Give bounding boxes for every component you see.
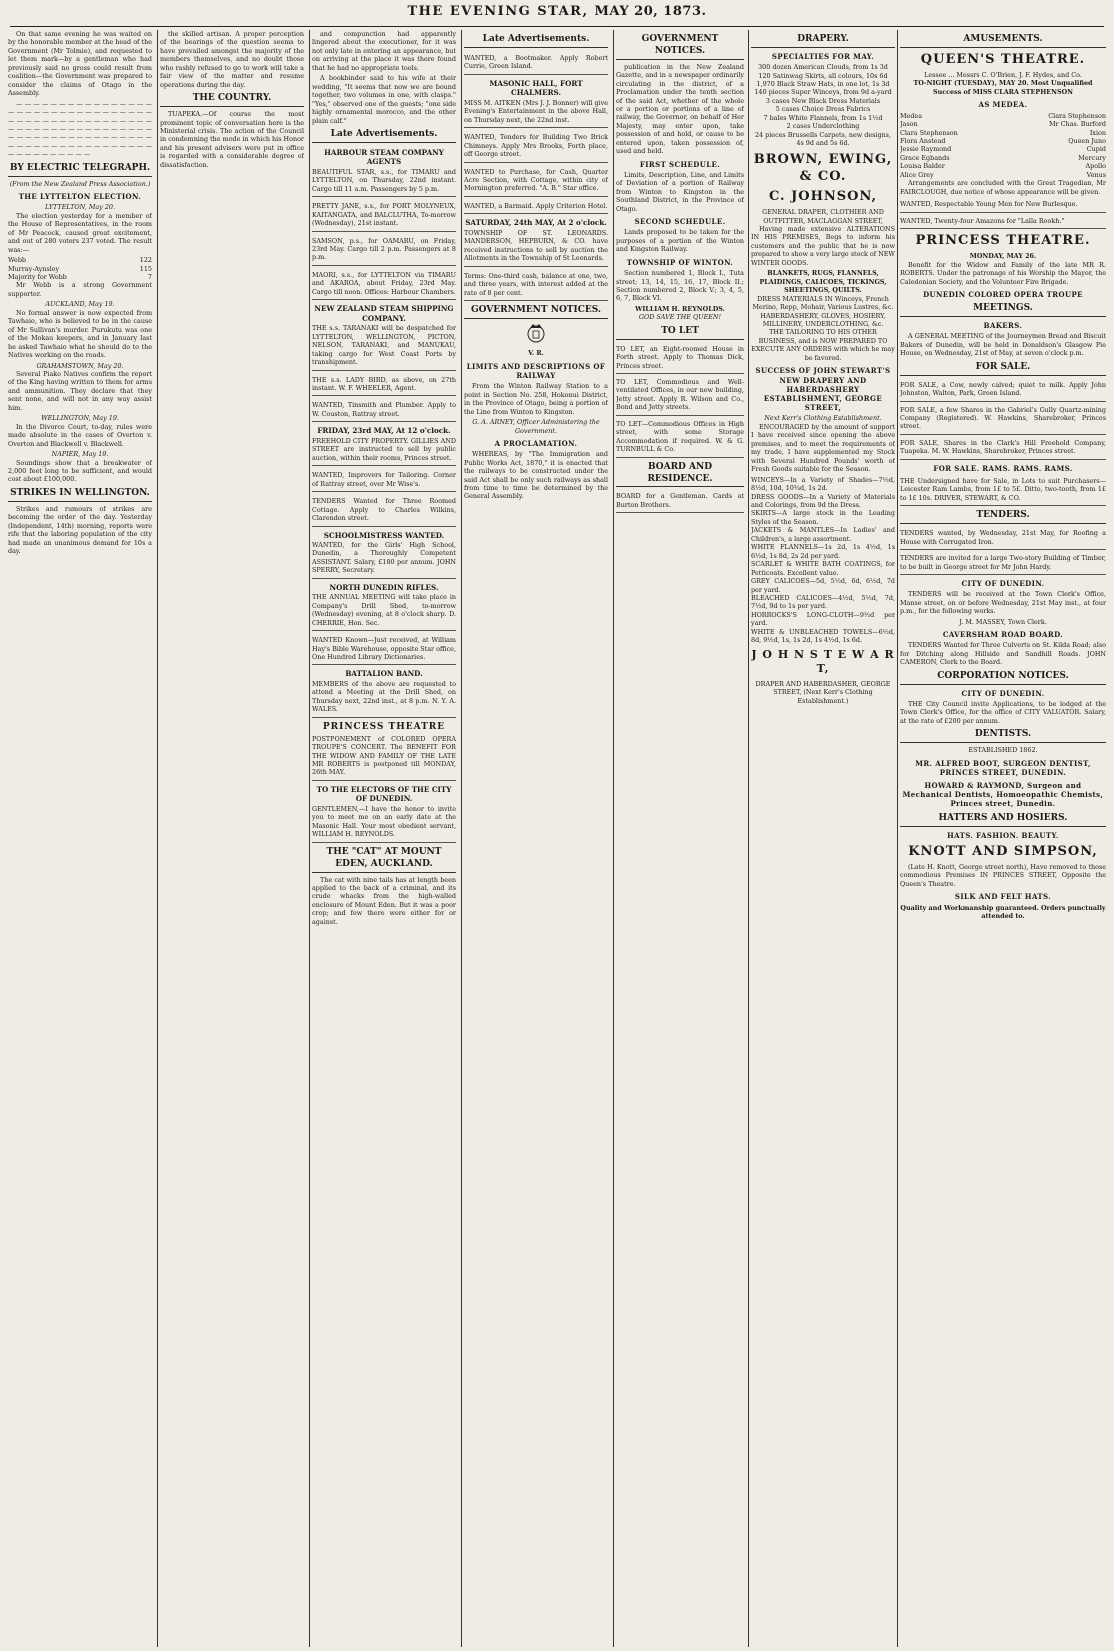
ad-text: WANTED, Improvers for Tailoring. Corner of Rattray street, over Mr Wise's. <box>312 471 456 488</box>
cast-role: Flora Anstead <box>900 136 946 145</box>
dateline: WELLINGTON, May 19. <box>41 414 119 423</box>
ad-text: MAORI, s.s., for LYTTELTON via TIMARU and AKAROA, about Friday, 23rd May. Cargo till noon. Offices: Harbour Chambers. <box>312 270 456 296</box>
cast-role: Grace Egbands <box>900 153 950 162</box>
specialty-item: 140 pieces Super Winceys, from 9d a-yard <box>754 88 892 97</box>
ad-text: WANTED Known—Just received, at William Hay's Bible Warehouse, opposite Star office, One Hundred Library Dictionaries. <box>312 636 456 662</box>
boot-ad: MR. ALFRED BOOT, SURGEON DENTIST, PRINCES STREET, DUNEDIN. <box>915 758 1091 777</box>
ad-text: TENDERS will be received at the Town Clerk's Office, Manse street, on or before Wednesday, 21st May inst., at four p.m., for the following works. <box>900 590 1106 616</box>
specialty-item: 300 dozen American Clouds, from 1s 3d <box>758 63 888 72</box>
majority-row <box>8 273 152 281</box>
ad-heading: BATTALION BAND. <box>345 669 423 679</box>
ad-text: WANTED, Tenders for Building Two Brick Chimneys. Apply Mrs Brooks, Forth place, off George street. <box>464 133 608 159</box>
ad-text: WANTED, Tinsmith and Plumber. Apply to W. Couston, Rattray street. <box>312 401 456 418</box>
notice-text: From the Winton Railway Station to a point in Section No. 258, Hokonui District, in the Province of Otago, being a portion of the Line from Winton to Kingston. <box>464 382 608 416</box>
candidate-name: Webb <box>8 256 27 265</box>
candidate-votes: 115 <box>139 264 152 273</box>
article-text: the skilled artisan. A proper perception of the bearings of the question seems to have prevailed amongst the majority of the members themselves, and no doubt those who rashly refused to go to work will take a fair view of the matter and resume operations during the day. <box>160 30 304 89</box>
ad-text: MISS M. AITKEN (Mrs J. J. Bonner) will give Evening's Entertainment in the above Hall, on Thursday next, the 22nd inst. <box>464 98 608 124</box>
price-item: SKIRTS—A large stock in the Leading Styles of the Season. <box>751 509 895 526</box>
price-item: DRESS GOODS—In a Variety of Materials and Colorings, from 9d the Dress. <box>751 492 895 509</box>
princess-date: MONDAY, MAY 26. <box>969 252 1037 261</box>
stewart-subtitle: DRAPER AND HABERDASHER, GEORGE STREET, (Next Kerr's Clothing Establishment.) <box>755 679 891 705</box>
howard-ad: HOWARD & RAYMOND, Surgeon and Mechanical Dentists, Homoeopathic Chemists, Princes street, Dunedin. <box>902 780 1104 809</box>
cast-row <box>900 154 1106 162</box>
article-text: In the Divorce Court, to-day, rules were made absolute in the cases of Overton v. Overton and Blackwell v. Blackwell. <box>8 422 152 448</box>
advertisement <box>464 130 608 162</box>
advertisement: FOR SALE, Shares in the Clark's Hill Freehold Company, Tuapeka. M. W. Hawkins, Sharebroker, Princes street. <box>900 437 1106 460</box>
column-2 <box>160 30 304 1647</box>
ad-text: BEAUTIFUL STAR, s.s., for TIMARU and LYTTELTON, on Thursday, 22nd instant. Cargo till 11 a.m. Passengers by 5 p.m. <box>312 167 456 193</box>
notice-text: Lands proposed to be taken for the purposes of a portion of the Winton and Kingston Railway. <box>616 228 744 254</box>
rams-heading: FOR SALE. RAMS. RAMS. RAMS. <box>933 463 1073 473</box>
meetings-heading: MEETINGS. <box>900 303 1106 317</box>
article-text: and compunction had apparently lingered about the executioner, for it was not only late in entering an appearance, but on arriving at the place it was there found that he had no appropriate tools. <box>312 30 456 72</box>
signature: G. A. ARNEY, Officer Administering the Government. <box>472 418 600 435</box>
specialty-item: 5 cases Choice Dress Fabrics <box>775 105 871 114</box>
ad-text: THE City Council invite Applications, to be lodged at the Town Clerk's Office, for the office of CITY VALUATOR. Salary, at the rate of £200 per annum. <box>900 699 1106 725</box>
filler-text: — — — — — — — — — — — — — — — — — — — — — — — — — — — — — — — — — — — — — — — — — — — — — — — — — — — — — — — — — — — — — — — — — — — — — — — — — — — — — — — — — — — — — — — — — — — — — — — — — — — — — — — — — — — — — — — <box>8 99 152 159</box>
advertisement <box>312 146 456 197</box>
ad-text: Terms: One-third cash, balance at one, two, and three years, with interest added at the rate of 8 per cent. <box>464 271 608 297</box>
notice-text: Section numbered 1, Block I., Tuta street; 13, 14, 15, 16, 17, Block II.; Section numbered 2, Block V.; 3, 4, 5, 6, 7, Block VI. <box>616 269 744 303</box>
medea-heading: AS MEDEA. <box>978 100 1028 110</box>
article-text: The election yesterday for a member of the House of Representatives, in the room of Mr Peacock, caused great excitement, and out of 280 voters 237 voted. The result was:— <box>8 211 152 254</box>
cat-heading: THE "CAT" AT MOUNT EDEN, AUCKLAND. <box>312 847 456 873</box>
price-item: WINCEYS—In a Variety of Shades—7½d, 8½d, 10d, 10¾d, 1s 2d. <box>751 475 895 493</box>
ad-text: WANTED, for the Girls' High School, Dunedin, a Thoroughly Competent ASSISTANT. Salary, £180 per annum. JOHN SPERRY, Secretary. <box>312 541 456 575</box>
cast-actor: Queen Juno <box>1068 136 1106 145</box>
cast-role: Medea <box>900 111 923 120</box>
signoff: WILLIAM H. REYNOLDS. <box>635 304 725 313</box>
advertisement: THE Undersigned have for Sale, in Lots to suit Purchasers— Leicester Ram Lambs, from 1£ to 5£. Ditto, two-tooth, from 1£ to 1£ 10s. DRIVER, STEWART, & CO. <box>900 475 1106 506</box>
ad-text: WANTED, a Barmaid. Apply Criterion Hotel. <box>464 201 608 210</box>
advertisement: TO LET—Commodious Offices in High street, with some Storage Accommodation if required. W. & G. TURNBULL & Co. <box>616 418 744 458</box>
strikes-heading: STRIKES IN WELLINGTON. <box>8 488 152 502</box>
corporation-heading: CORPORATION NOTICES. <box>900 671 1106 685</box>
advertisement <box>312 302 456 370</box>
column-rule <box>309 30 310 1647</box>
advertisement <box>312 373 456 397</box>
gov-notices-heading: GOVERNMENT NOTICES. <box>464 305 608 319</box>
to-let-heading: TO LET <box>616 326 744 340</box>
specialties-heading: SPECIALTIES FOR MAY. <box>771 51 875 61</box>
lyttelton-heading: THE LYTTELTON ELECTION. <box>18 192 142 202</box>
ad-heading: MASONIC HALL, FORT CHALMERS. <box>489 78 583 98</box>
ad-text: (Late H. Knott, George street north), Have removed to those commodious Premises IN PRINCES STREET, Opposite the Queen's Theatre. <box>900 862 1106 888</box>
specialty-item: 120 Satinwag Skirts, all colours, 10s 6d <box>758 71 888 80</box>
article-text: Mr Webb is a strong Government supporter. <box>8 281 152 298</box>
ad-heading: NORTH DUNEDIN RIFLES. <box>329 582 439 592</box>
price-item: BLEACHED CALICOES—4½d, 5½d, 7d, 7½d, 9d to 1s per yard. <box>751 593 895 611</box>
column-rule <box>461 30 462 1647</box>
column-4 <box>464 30 608 1647</box>
ad-text: Benefit for the Widow and Family of the late MR R. ROBERTS. Under the patronage of his Worship the Mayor, the Caledonian Society, and the Volunteer Fire Brigade. <box>900 260 1106 286</box>
advertisement <box>464 216 608 266</box>
ad-text: SAMSON, p.s., for OAMARU, on Friday, 23rd May. Cargo till 2 p.m. Passengers at 8 p.m. <box>312 236 456 262</box>
advertisement <box>312 720 456 781</box>
corp-city-heading: CITY OF DUNEDIN. <box>961 688 1045 698</box>
price-item: WHITE & UNBLEACHED TOWELS—6½d, 8d, 9½d, 1s, 1s 2d, 1s 4½d, 1s 6d. <box>751 627 895 645</box>
advertisement <box>312 268 456 300</box>
dentists-heading: DENTISTS. <box>900 729 1106 743</box>
advertisement <box>312 783 456 843</box>
ad-text: WANTED, a Bootmaker. Apply Robert Currie, Green Island. <box>464 53 608 71</box>
second-schedule-heading: SECOND SCHEDULE. <box>634 217 726 227</box>
advertisement <box>464 199 608 214</box>
column-rule <box>897 30 898 1647</box>
article-text: TUAPEKA.—Of course the most prominent topic of conversation here is the Ministerial crisis. The action of the Council in condemning the mode in which his Honor and his present advisers were put in office is regarded with a considerable degree of dissatisfaction. <box>160 110 304 169</box>
stewart-heading: SUCCESS OF JOHN STEWART'S NEW DRAPERY AND HABERDASHERY ESTABLISHMENT, GEORGE STREET, <box>755 366 891 413</box>
specialty-item: 3 cases New Black Dress Materials <box>765 96 881 105</box>
advertisement: WANTED, Twenty-four Amazons for "Lalla Rookh." <box>900 215 1106 229</box>
price-item: SCARLET & WHITE BATH COATINGS, for Petticoats. Excellent value. <box>751 560 895 577</box>
stewart-next: Next Kerr's Clothing Establishment. <box>764 414 882 423</box>
cast-actor: Clara Stephenson <box>1048 111 1106 120</box>
cast-actor: Mercury <box>1078 153 1106 162</box>
tonight-line: TO-NIGHT (TUESDAY), MAY 20. Most Unqualified Success of MISS CLARA STEPHENSON <box>913 79 1093 96</box>
column-5 <box>616 30 744 1647</box>
column-6 <box>751 30 895 1647</box>
telegraph-heading: BY ELECTRIC TELEGRAPH. <box>8 163 152 177</box>
queens-theatre-title: QUEEN'S THEATRE. <box>920 51 1086 67</box>
gov-notices-heading: GOVERNMENT NOTICES. <box>616 34 744 60</box>
telegraph-source: (From the New Zealand Press Association.) <box>9 179 151 188</box>
advertisement: TO LET, an Eight-roomed House in Forth street. Apply to Thomas Dick, Princes street. <box>616 343 744 374</box>
column-7 <box>900 30 1106 1647</box>
ad-heading: SCHOOLMISTRESS WANTED. <box>323 530 445 540</box>
price-item: HORROCKS'S LONG-CLOTH—9½d per yard. <box>751 610 895 628</box>
country-heading: THE COUNTRY. <box>160 93 304 107</box>
township-heading: TOWNSHIP OF WINTON. <box>626 257 734 267</box>
notice-text: publication in the New Zealand Gazette, and in a newspaper ordinarily circulating in the district, of a Proclamation under the tenth section of the said Act, whether of the whole or a portion or portions of a line of railway, the Governor, on behalf of Her Majesty, may enter upon, take possession of and hold, or cause to be entered upon, taken possession of, used and held. <box>616 62 744 156</box>
advertisement <box>464 269 608 301</box>
hatters-heading: HATTERS AND HOSIERS. <box>900 813 1106 827</box>
advertisement <box>312 234 456 266</box>
notice-text: WHEREAS, by "The Immigration and Public Works Act, 1870," it is enacted that the railways to be constructed under the said Act shall be only such railways as shall from time to time be determined by the General Assembly. <box>464 450 608 501</box>
price-item: WHITE FLANNELS—1s 2d, 1s 4½d, 1s 6½d, 1s 8d, 2s 2d per yard. <box>751 543 895 560</box>
troupe-heading: DUNEDIN COLORED OPERA TROUPE <box>923 290 1083 300</box>
knott-title: KNOTT AND SIMPSON, <box>908 843 1098 859</box>
ad-text: GENTLEMEN,—I have the honor to invite you to meet me on an early date at the Masonic Hall. Your most obedient servant, WILLIAM H. REYNOLDS. <box>312 804 456 839</box>
god-save: GOD SAVE THE QUEEN! <box>638 313 722 322</box>
ad-text: Having made extensive ALTERATIONS IN HIS PREMISES, Begs to inform his customers and the public that he is now prepared to show a very large stock of NEW WINTER GOODS. <box>751 225 895 267</box>
late-ads-heading: Late Advertisements. <box>464 34 608 48</box>
column-3 <box>312 30 456 1647</box>
board-heading: BOARD AND RESIDENCE. <box>616 462 744 488</box>
ad-heading: PRINCESS THEATRE <box>322 721 446 732</box>
johnson-title: C. JOHNSON, <box>768 188 878 204</box>
ad-text: MEMBERS of the above are requested to attend a Meeting at the Drill Shed, on Thursday next, 22nd inst., at 8 p.m. N. Y. A. WALES. <box>312 679 456 714</box>
dateline: GRAHAMSTOWN, May 20. <box>36 361 124 370</box>
hats-line: HATS. FASHION. BEAUTY. <box>947 830 1059 840</box>
ad-text: POSTPONEMENT of COLORED OPERA TROUPE'S CONCERT. The BENEFIT FOR THE WIDOW AND FAMILY OF THE LATE MR ROBERTS is postponed till MONDAY, 26th MAY. <box>312 734 456 777</box>
late-ads-heading: Late Advertisements. <box>312 129 456 143</box>
cast-role: Clara Stephenson <box>900 128 958 137</box>
advertisement: BOARD for a Gentleman. Cards at Burton Brothers. <box>616 490 744 513</box>
ad-heading: SATURDAY, 24th MAY, At 2 o'clock. <box>465 218 607 228</box>
masthead <box>10 4 1104 27</box>
cast-row <box>900 171 1106 179</box>
advertisement <box>312 424 456 466</box>
cast-row <box>900 145 1106 153</box>
majority-votes: 7 <box>147 272 152 281</box>
cast-row <box>900 137 1106 145</box>
ad-text: THE s.s. TARANAKI will be despatched for LYTTELTON, WELLINGTON, PICTON, NELSON, TARANAKI, and MANUKAU, taking cargo for West Coast Ports by transhipment. <box>312 324 456 367</box>
article-text: On that same evening he was waited on by the honorable member at the head of the Government (Mr Tolmie), and requested to let them mark—by a gentleman who had previously said no gross could result from coalition—the Government was prepared to consider the claims of Otago in the Assembly. <box>8 30 152 98</box>
cast-row <box>900 129 1106 137</box>
city-heading: CITY OF DUNEDIN. <box>961 579 1045 589</box>
dateline: AUCKLAND, May 19. <box>45 300 115 309</box>
cast-role: Jason <box>900 120 918 129</box>
brown-ewing-title: BROWN, EWING, & CO. <box>753 151 893 184</box>
cast-actor: Mr Chas. Burford <box>1048 120 1106 129</box>
article-text: No formal answer is now expected from Tawhaio, who is believed to be in the cause of Mr Sullivan's murder. Purukutu was one of the Mokau keepers, and in January last he asked Tawhaio what he should do to the Natives working on the roads. <box>8 308 152 360</box>
silk-hats: SILK AND FELT HATS. <box>954 892 1052 902</box>
price-item: JACKETS & MANTLES—In Ladies' and Children's, a large assortment. <box>751 526 895 543</box>
cast-row <box>900 112 1106 120</box>
goods-list: BLANKETS, RUGS, FLANNELS, PLAIDINGS, CALICOES, TICKINGS, SHEETINGS, QUILTS. <box>759 269 887 295</box>
caversham-heading: CAVERSHAM ROAD BOARD. <box>942 630 1064 640</box>
advertisement: TENDERS are invited for a large Two-story Building of Timber, to be built in George street for Mr John Hardy. <box>900 552 1106 575</box>
johnson-subtitle: GENERAL DRAPER, CLOTHIER AND OUTFITTER, MACLAGGAN STREET, <box>762 208 884 225</box>
advertisement <box>312 199 456 231</box>
princess-theatre-title: PRINCESS THEATRE. <box>915 233 1091 249</box>
for-sale-heading: FOR SALE. <box>900 362 1106 376</box>
royal-crest-icon <box>464 322 608 346</box>
advertisement: WANTED, Respectable Young Men for New Burlesque. <box>900 198 1106 212</box>
cast-role: Jessie Raymond <box>900 145 952 154</box>
masthead-title: THE EVENING STAR, <box>407 4 589 19</box>
vr-mark: V. R. <box>528 349 544 358</box>
ad-heading: NEW ZEALAND STEAM SHIPPING COMPANY. <box>314 304 454 323</box>
cast-actor: Cupid <box>1086 145 1106 154</box>
advertisement <box>464 51 608 75</box>
advertisement: FOR SALE, a Cow, newly calved; quiet to milk. Apply John Johnston, Walton, Park, Green Island. <box>900 379 1106 402</box>
queens-lessee: Lessee ... Messrs C. O'Brien, J. F. Hydes, and Co. <box>924 71 1082 80</box>
ad-text: WANTED to Purchase, for Cash, Quarter Acre Section, with Cottage, within city of Mornington preferred. "A. B." Star office. <box>464 167 608 193</box>
ad-heading: TO THE ELECTORS OF THE CITY OF DUNEDIN. <box>316 784 452 804</box>
result-row <box>8 265 152 273</box>
ad-heading: FRIDAY, 23rd MAY, At 12 o'clock. <box>317 426 451 436</box>
cast-actor: Venus <box>1086 170 1106 179</box>
bakers-heading: BAKERS. <box>983 321 1023 331</box>
signature: J. M. MASSEY, Town Clerk. <box>959 617 1047 626</box>
ad-text: TENDERS Wanted for Three Roomed Cottage. Apply to Charles Wilkins, Clarendon street. <box>312 497 456 523</box>
proclamation-heading: A PROCLAMATION. <box>494 438 578 448</box>
advertisement: TO LET, Commodious and Well-ventilated Offices, in our new building, Jetty street. Apply R. Wilson and Co., Bond and Jetty streets. <box>616 376 744 416</box>
cast-actor: Apollo <box>1085 162 1106 171</box>
article-text: Soundings show that a breakwater of 2,000 feet long to be sufficient, and would cost about £100,000. <box>8 458 152 484</box>
column-rule <box>613 30 614 1647</box>
result-row <box>8 256 152 264</box>
amusements-heading: AMUSEMENTS. <box>900 34 1106 48</box>
dress-materials: DRESS MATERIALS IN Winceys, French Merino, Repp, Mohair, Various Lustres, &c. HABERDASHERY, GLOVES, HOSIERY, MILLINERY, UNDERCLOTHING, &c. <box>752 294 894 328</box>
ad-text: Arrangements are concluded with the Great Tragedian, Mr FAIRCLOUGH, due notice of whose appearance will be given. <box>900 179 1106 196</box>
ad-text: TENDERS Wanted for Three Culverts on St. Kilda Road; also for Ditching along Hillside and Sandhill Roads. JOHN CAMERON, Clerk to the Board. <box>900 641 1106 667</box>
price-item: GREY CALICOES—5d, 5½d, 6d, 6½d, 7d per yard. <box>751 577 895 594</box>
ad-text: TOWNSHIP OF ST. LEONARDS. MANDERSON, HEPBURN, & CO. have received instructions to sell by auction the Allotments in the Township of St Leonards. <box>464 228 608 263</box>
ad-text: THE s.s. LADY BIRD, as above, on 27th instant. W. F. WHEELER, Agent. <box>312 375 456 393</box>
advertisement: FOR SALE, a few Shares in the Gabriel's Gully Quartz-mining Company (Registered). W. Hawkins, Sharebroker, Princes street. <box>900 404 1106 435</box>
quality-line: Quality and Workmanship guaranteed. Orders punctually attended to. <box>900 903 1106 920</box>
advertisement <box>312 468 456 492</box>
dateline: NAPIER, May 19. <box>51 450 109 459</box>
cast-actor: Ixion <box>1089 128 1106 137</box>
ad-heading: HARBOUR STEAM COMPANY AGENTS <box>324 147 444 167</box>
column-rule <box>748 30 749 1647</box>
advertisement <box>312 581 456 631</box>
specialty-item: 1,970 Black Straw Hats, in one lot, 1s 3d <box>756 80 890 89</box>
candidate-name: Murray-Aynsley <box>8 264 60 273</box>
advertisement <box>464 165 608 197</box>
ad-text: PRETTY JANE, s.s., for PORT MOLYNEUX, KAITANGATA, and BALCLUTHA, To-morrow (Wednesday), 21st instant. <box>312 202 456 228</box>
advertisement <box>312 494 456 526</box>
column-rule <box>157 30 158 1647</box>
stewart-signature: J O H N S T E W A R T, <box>751 647 895 676</box>
advertisement <box>312 529 456 579</box>
article-text: A bookbinder said to his wife at their wedding, "It seems that now we are bound together, two volumes in one, with clasps." "Yes," observed one of the guests; "one side highly ornamental morocco, and the other plain calf." <box>312 74 456 125</box>
masthead-date: MAY 20, 1873. <box>594 4 707 19</box>
article-text: The cat with nine tails has at length been applied to the back of a criminal, and its crude whacks from the high-walled enclosure of Mount Eden. But it was a poor crop; and few there were either for or against. <box>312 875 456 926</box>
cast-role: Alice Grey <box>900 170 934 179</box>
tailoring-text: THE TAILORING TO HIS OTHER BUSINESS, and is NOW PREPARED TO EXECUTE ANY ORDERS with which he may be favored. <box>751 328 895 362</box>
column-1 <box>8 30 152 1647</box>
established: ESTABLISHED 1862. <box>968 746 1038 755</box>
specialty-item: 2 cases Underclothing <box>786 122 860 131</box>
ad-text: A GENERAL MEETING of the Journeymen Bread and Biscuit Bakers of Dunedin, will be held in Donaldson's Glasgow Pie House, on Wednesday, 21st of May, at seven o'clock p.m. <box>900 332 1106 358</box>
candidate-votes: 122 <box>139 256 152 265</box>
advertisement <box>312 667 456 717</box>
cast-row <box>900 120 1106 128</box>
specialty-item: 7 bales White Flannels, from 1s 1½d <box>763 113 883 122</box>
ad-text: ENCOURAGED by the amount of support I have received since opening the above premises, and to meet the requirements of my trade, I have supplemented my Stock with Several Hundred Pounds' worth of Fresh Goods suitable for the Season. <box>751 422 895 474</box>
specialty-item: 24 pieces Brussells Carpets, new designs, 4s 9d and 5s 6d. <box>754 130 891 148</box>
article-text: Several Piako Natives confirm the report of the King having written to them for arms and ammunition. They declare that they sent none, and will not in any way assist him. <box>8 369 152 412</box>
advertisement <box>312 633 456 665</box>
dateline: LYTTELTON, May 20. <box>45 203 115 212</box>
cast-role: Louisa Balder <box>900 162 945 171</box>
article-text: Strikes and rumours of strikes are becoming the order of the day. Yesterday (Independent, 14th) morning, reports were rife that the laboring population of the city had made an unanimous demand for 10s a day. <box>8 504 152 555</box>
tenders-heading: TENDERS. <box>900 510 1106 524</box>
ad-text: THE ANNUAL MEETING will take place in Company's Drill Shed, to-morrow (Wednesday) evening, at 8 o'clock sharp. D. CHERRIE, Hon. Sec. <box>312 593 456 627</box>
cast-row <box>900 162 1106 170</box>
drapery-heading: DRAPERY. <box>751 34 895 48</box>
advertisement <box>312 398 456 422</box>
notice-text: Limits, Description, Line, and Limits of Deviation of a portion of Railway from Winton to Kingston in the Southland District, in the Province of Otago. <box>616 170 744 213</box>
railway-heading: LIMITS AND DESCRIPTIONS OF RAILWAY <box>466 361 606 380</box>
advertisement <box>464 77 608 128</box>
first-schedule-heading: FIRST SCHEDULE. <box>639 159 721 169</box>
ad-text: FREEHOLD CITY PROPERTY. GILLIES AND STREET are instructed to sell by public auction, within their rooms, Princes street. <box>312 436 456 462</box>
majority-label: Majority for Webb <box>8 272 67 281</box>
advertisement: TENDERS wanted, by Wednesday, 21st May, for Roofing a House with Corrugated Iron. <box>900 527 1106 550</box>
